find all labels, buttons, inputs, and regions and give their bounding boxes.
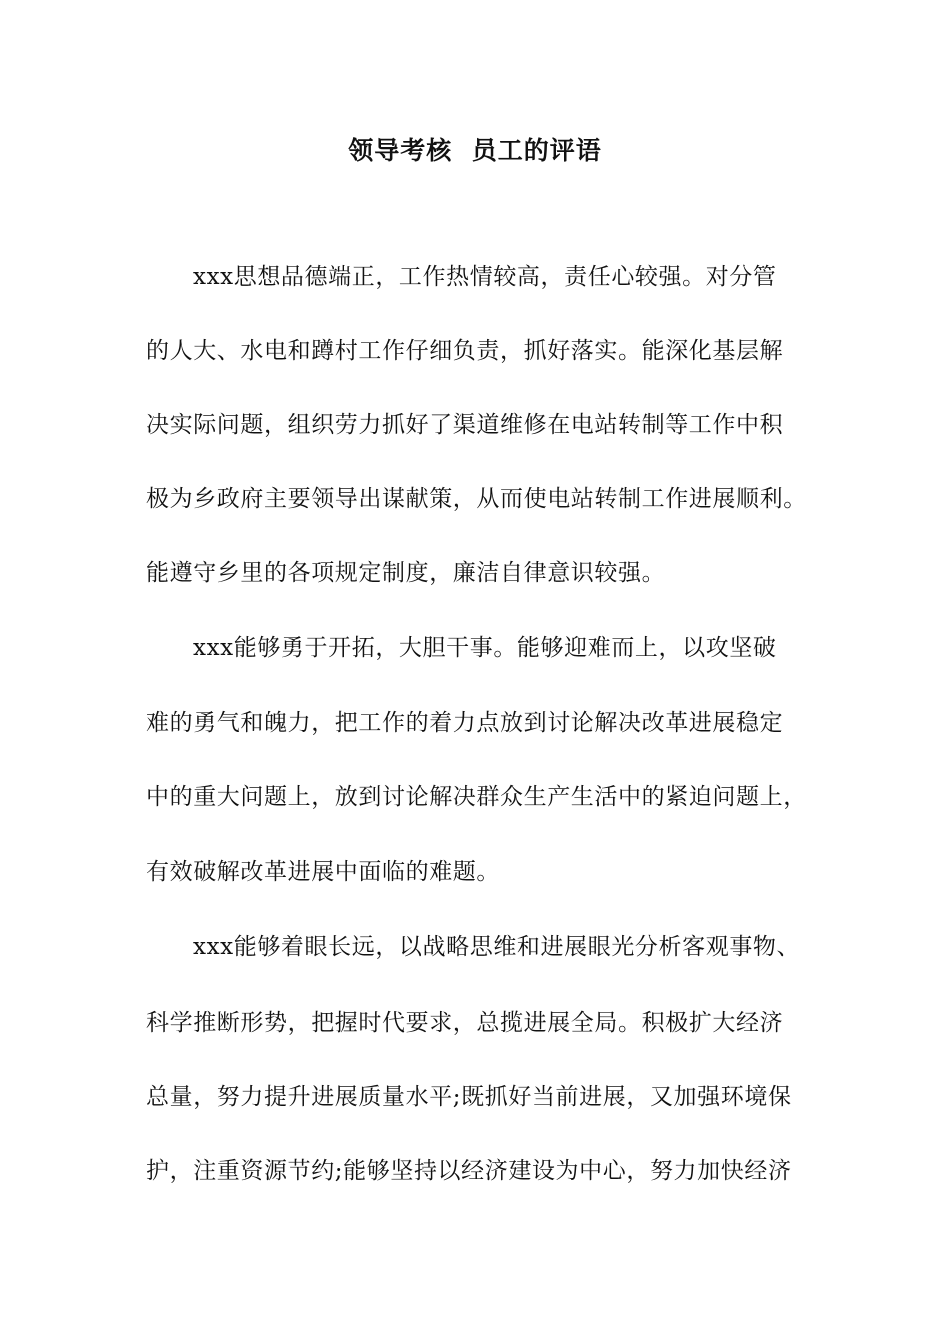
paragraph-1-line-5: 能遵守乡里的各项规定制度，廉洁自律意识较强。 xyxy=(146,560,666,586)
paragraph-3-line-1: xxx能够着眼长远，以战略思维和进展眼光分析客观事物、 xyxy=(193,934,801,960)
paragraph-1-line-2: 的人大、水电和蹲村工作仔细负责，抓好落实。能深化基层解 xyxy=(146,338,784,364)
paragraph-3-line-4: 护，注重资源节约;能够坚持以经济建设为中心，努力加快经济 xyxy=(146,1158,792,1184)
paragraph-1-line-3: 决实际问题，组织劳力抓好了渠道维修在电站转制等工作中积 xyxy=(146,412,784,438)
paragraph-3-line-2: 科学推断形势，把握时代要求，总揽进展全局。积极扩大经济 xyxy=(146,1010,784,1036)
paragraph-2-line-2: 难的勇气和魄力，把工作的着力点放到讨论解决改革进展稳定 xyxy=(146,710,784,736)
paragraph-2-line-3: 中的重大问题上，放到讨论解决群众生产生活中的紧迫问题上， xyxy=(146,784,807,810)
paragraph-1-line-1: xxx思想品德端正，工作热情较高，责任心较强。对分管 xyxy=(193,264,777,290)
paragraph-1-line-4: 极为乡政府主要领导出谋献策，从而使电站转制工作进展顺利。 xyxy=(146,486,807,512)
paragraph-3-line-3: 总量，努力提升进展质量水平;既抓好当前进展，又加强环境保 xyxy=(146,1084,792,1110)
paragraph-2-line-4: 有效破解改革进展中面临的难题。 xyxy=(146,859,500,885)
document-title: 领导考核 员工的评语 xyxy=(348,136,602,165)
paragraph-2-line-1: xxx能够勇于开拓，大胆干事。能够迎难而上，以攻坚破 xyxy=(193,635,777,661)
